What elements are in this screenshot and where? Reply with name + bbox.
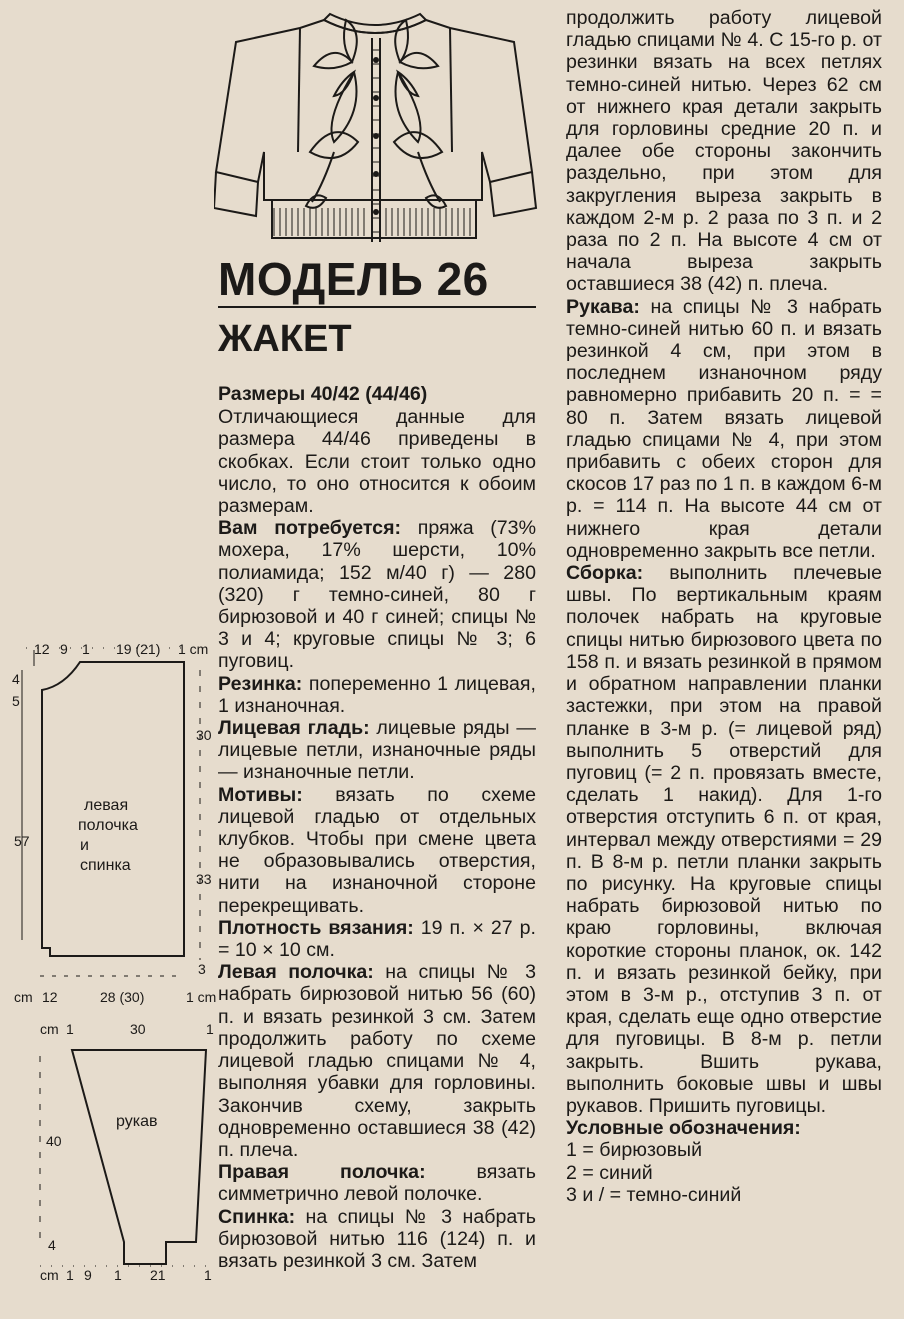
sleeve-top-label: 30 xyxy=(130,1021,146,1037)
body-bottom-label: cm xyxy=(14,989,33,1005)
body-top-label: 9 xyxy=(60,641,68,657)
sleeve-top-label: cm xyxy=(40,1021,59,1037)
materials-paragraph xyxy=(218,517,536,672)
body-left-label: 4 xyxy=(12,671,20,687)
right-front-text: вязать симметрично левой полочке. xyxy=(218,1161,536,1206)
back-paragraph xyxy=(218,1206,536,1273)
motifs-label: Мотивы: xyxy=(218,783,303,806)
sleeve-top-label: 1 xyxy=(206,1021,214,1037)
legend-item: 1 = бирюзовый xyxy=(566,1139,703,1162)
legend xyxy=(566,1117,882,1206)
back-label: Спинка: xyxy=(218,1205,296,1228)
sleeve-bottom-label: 1 xyxy=(114,1267,122,1283)
body-top-label: 12 xyxy=(34,641,50,657)
assembly-paragraph xyxy=(566,562,882,1117)
sleeves-label: Рукава: xyxy=(566,295,640,318)
body-piece-label: спинка xyxy=(80,857,131,874)
body-bottom-label: 1 cm xyxy=(186,989,217,1005)
sleeve-bottom-label: cm xyxy=(40,1267,59,1283)
left-front-text: на спицы № 3 набрать бирюзовой нитью 56 (60) п. и вязать резинкой 3 см. Затем продолжить работу по схеме лицевой гладью спицами № 4, выполняя убавки для горловины. Закончив схему, закрыть одновременно оставшиеся 38 (42) п. плеча. xyxy=(218,961,536,1161)
motifs-paragraph xyxy=(218,784,536,917)
right-front-paragraph xyxy=(218,1161,536,1205)
stockinette-paragraph xyxy=(218,717,536,784)
sleeve-schematic xyxy=(0,1016,216,1306)
sleeves-paragraph xyxy=(566,296,882,562)
legend-title: Условные обозначения: xyxy=(566,1117,801,1140)
body-left-label: 5 xyxy=(12,693,20,709)
body-piece-label: левая xyxy=(84,797,129,814)
sleeve-bottom-label: 9 xyxy=(84,1267,92,1283)
item-title: ЖАКЕТ xyxy=(218,318,352,360)
title-rule xyxy=(218,306,536,308)
gauge-label: Плотность вязания: xyxy=(218,916,414,939)
sleeve-left-label: 40 xyxy=(46,1133,62,1149)
sleeve-top-label: 1 xyxy=(66,1021,74,1037)
left-front-label: Левая полочка: xyxy=(218,961,374,984)
assembly-label: Сборка: xyxy=(566,562,644,585)
stockinette-text: лицевые ряды — лицевые петли, изнаночные ряды — изнаночные петли. xyxy=(218,717,536,784)
stockinette-label: Лицевая гладь: xyxy=(218,717,370,740)
back-text: на спицы № 3 набрать бирюзовой нитью 116 (124) п. и вязать резинкой 3 см. Затем xyxy=(218,1205,536,1272)
gauge-text: 19 п. × 27 р. = 10 × 10 см. xyxy=(218,916,536,962)
body-right-label: 3 xyxy=(198,961,206,977)
materials-label: Вам потребуется: xyxy=(218,517,402,540)
body-top-label: 1 xyxy=(82,641,90,657)
motifs-text: вязать по схеме лицевой гладью от отдельных клубков. Чтобы при смене цвета не образовывались отверстия, нити на изнаночной стороне перекрещивать. xyxy=(218,783,536,917)
sleeves-text: на спицы № 3 набрать темно-синей нитью 60 п. и вязать резинкой 4 см, при этом в последнем изнаночном ряду равномерно прибавить 20 п. = = 80 п. Затем вязать лицевой гладью спицами № 4, при этом прибавить с обеих сторон для скосов 17 раз по 1 п. в каждом 6-м р. = 114 п. На высоте 44 см от нижнего края детали одновременно закрыть все петли. xyxy=(566,295,882,562)
model-title: МОДЕЛЬ 26 xyxy=(218,253,489,305)
sleeve-bottom-label: 1 xyxy=(66,1267,74,1283)
sleeve-piece-label: рукав xyxy=(116,1113,158,1130)
body-top-label: 19 (21) xyxy=(116,641,161,657)
body-piece-label: полочка xyxy=(78,817,138,834)
materials-text: пряжа (73% мохера, 17% шерсти, 10% полиамида; 152 м/40 г) — 280 (320) г темно-синей, 80 г бирюзовой и 40 г синей; спицы № 3 и 4; круговые спицы № 3; 6 пуговиц. xyxy=(218,517,536,673)
sleeve-left-label: 4 xyxy=(48,1237,56,1253)
sizes-heading: Размеры 40/42 (44/46) xyxy=(218,383,428,405)
legend-item: 2 = синий xyxy=(566,1161,653,1184)
middle-column xyxy=(218,383,536,1319)
rib-label: Резинка: xyxy=(218,672,303,695)
sleeve-bottom-label: 21 xyxy=(150,1267,166,1283)
legend-item: 3 и / = темно-синий xyxy=(566,1183,742,1206)
rib-text: попеременно 1 лицевая, 1 изнаночная. xyxy=(218,672,536,717)
body-piece-label: и xyxy=(80,837,89,854)
body-top-label: 1 cm xyxy=(178,641,209,657)
left-front-paragraph xyxy=(218,961,536,1161)
body-right-label: 33 xyxy=(196,871,212,887)
body-schematic xyxy=(0,630,216,1010)
right-column xyxy=(566,7,882,1247)
gauge-paragraph xyxy=(218,917,536,961)
intro-paragraph: Отличающиеся данные для размера 44/46 приведены в скобках. Если стоит только одно число, то оно относится к обоим размерам. xyxy=(218,406,536,518)
assembly-text: выполнить плечевые швы. По вертикальным краям полочек набрать на круговые спицы нитью бирюзового цвета по 158 п. и вязать резинкой в прямом и обратном направлении планки застежки, при этом на правой планке в 3-м р. (= лицевой ряд) выполнить 5 отверстий для пуговиц (= 2 п. провязать вместе, сделать 1 накид). Для 1-го отверстия отступить 6 п. от края, интервал между отверстиями = 29 п. В 8-м р. петли планки закрыть по рисунку. На круговые спицы набрать бирюзовой нитью по краю горловины, включая короткие стороны планок, ок. 142 п. и вязать резинкой бейку, при этом в 3-м р., отступив 3 п. от края, сделать еще одно отверстие для пуговицы. В 8-м р. петли закрыть. Вшить рукава, выполнить боковые швы и швы рукавов. Пришить пуговицы. xyxy=(566,562,882,1117)
rib-paragraph xyxy=(218,673,536,717)
body-bottom-label: 28 (30) xyxy=(100,989,145,1005)
jacket-sketch-icon xyxy=(214,2,544,252)
body-right-label: 30 xyxy=(196,727,212,743)
body-bottom-label: 12 xyxy=(42,989,58,1005)
right-front-label: Правая полочка: xyxy=(218,1161,426,1184)
body-left-label: 57 xyxy=(14,833,30,849)
back-continued: продолжить работу лицевой гладью спицами № 4. С 15-го р. от резинки вязать на всех петлях темно-синей нитью. Через 62 см от нижнего края детали закрыть для горловины средние 20 п. и далее обе стороны закончить раздельно, при этом для закругления выреза закрыть в каждом 2-м р. 2 раза по 3 п. и 2 раза по 2 п. На высоте 4 см от начала выреза закрыть оставшиеся 38 (42) п. плеча. xyxy=(566,7,882,296)
sleeve-bottom-label: 1 xyxy=(204,1267,212,1283)
